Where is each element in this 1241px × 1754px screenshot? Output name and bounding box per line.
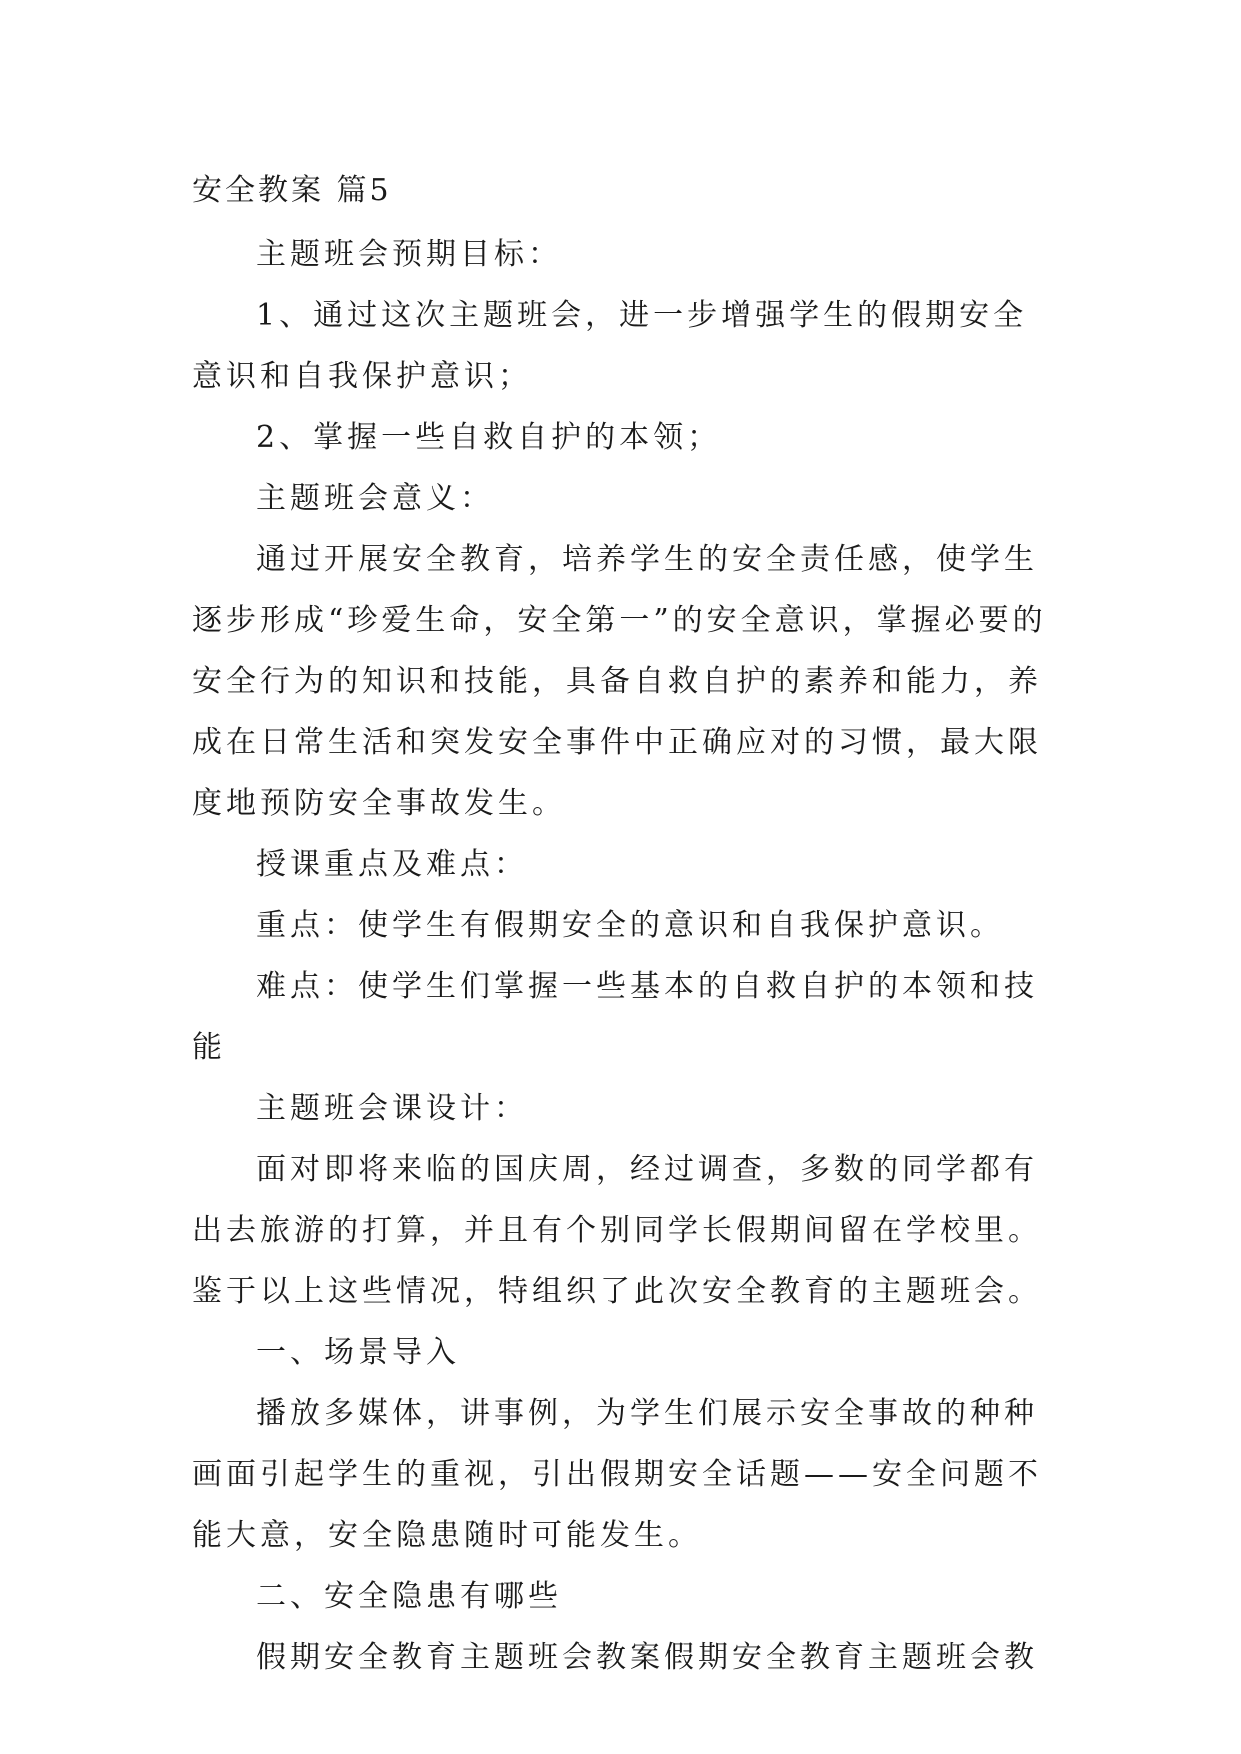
- paragraph-design-heading: 主题班会课设计：: [256, 1091, 528, 1126]
- paragraph-meaning-body: 通过开展安全教育，培养学生的安全责任感，使学生逐步形成“珍爱生命，安全第一”的安全意识，掌握必要的安全行为的知识和技能，具备自救自护的素养和能力，养成在日常生活和突发安全事件中正确应对的习惯，最大限度地预防安全事故发生。: [192, 542, 1047, 821]
- section-heading-scene-intro: 一、场景导入: [256, 1335, 460, 1370]
- paragraph-focus-heading: 授课重点及难点：: [256, 847, 528, 882]
- paragraph-hazards-body: 假期安全教育主题班会教案假期安全教育主题班会教: [256, 1640, 1038, 1675]
- document-title: 安全教案 篇5: [192, 173, 392, 208]
- paragraph-goal-2: 2、掌握一些自救自护的本领；: [256, 420, 722, 455]
- paragraph-design-body: 面对即将来临的国庆周，经过调查，多数的同学都有出去旅游的打算，并且有个别同学长假期间留在学校里。鉴于以上这些情况，特组织了此次安全教育的主题班会。: [192, 1152, 1042, 1309]
- paragraph-scene-intro-body: 播放多媒体，讲事例，为学生们展示安全事故的种种画面引起学生的重视，引出假期安全话题——安全问题不能大意，安全隐患随时可能发生。: [192, 1396, 1042, 1553]
- document-body: [192, 160, 1052, 1688]
- paragraph-goals-heading: 主题班会预期目标：: [256, 237, 562, 272]
- paragraph-key-point: 重点：使学生有假期安全的意识和自我保护意识。: [256, 908, 1004, 943]
- paragraph-meaning-heading: 主题班会意义：: [256, 481, 494, 516]
- paragraph-goal-1: 1、通过这次主题班会，进一步增强学生的假期安全意识和自我保护意识；: [192, 298, 1028, 394]
- section-heading-hazards: 二、安全隐患有哪些: [256, 1579, 562, 1614]
- paragraph-difficulty: 难点：使学生们掌握一些基本的自救自护的本领和技能: [192, 969, 1038, 1065]
